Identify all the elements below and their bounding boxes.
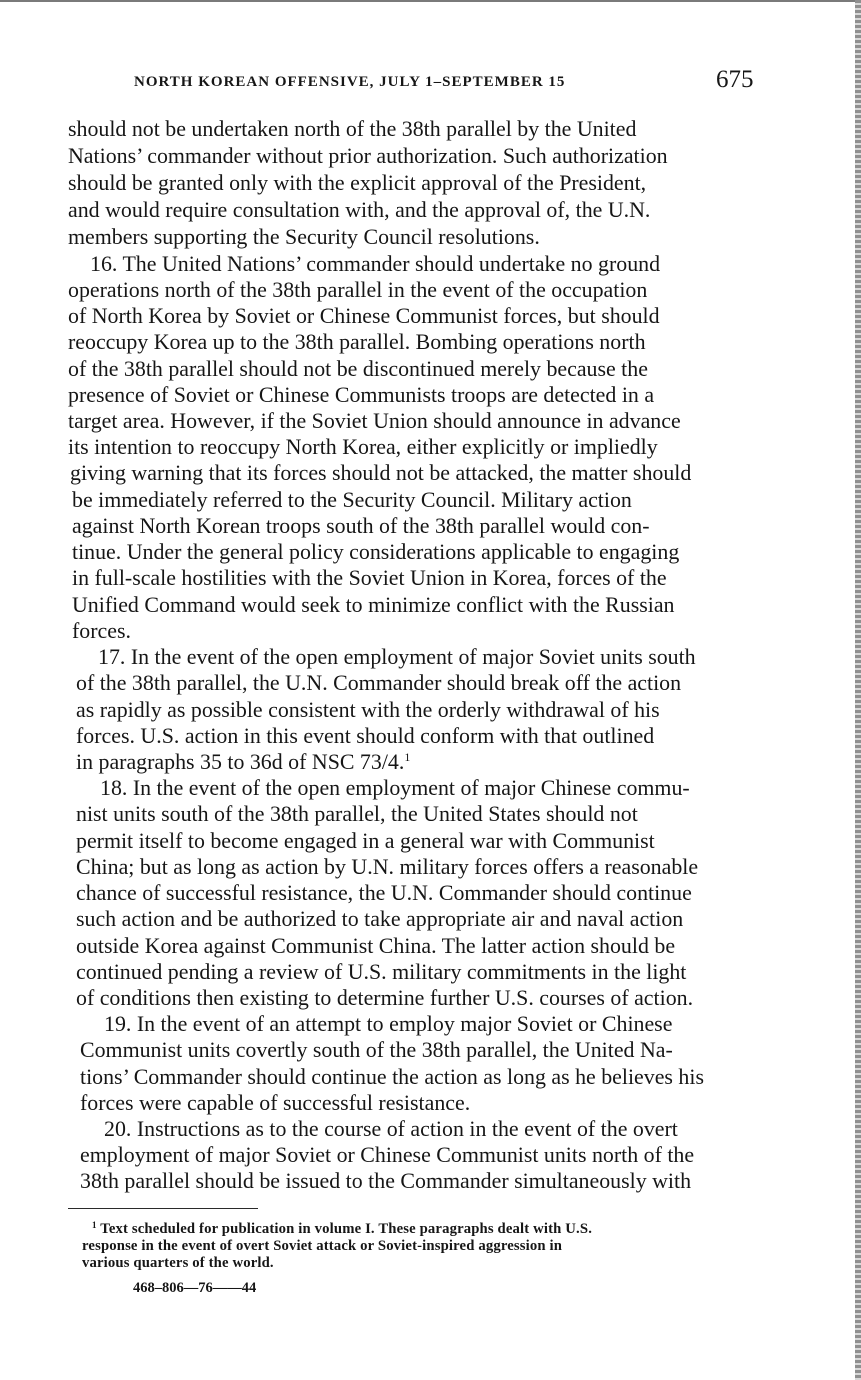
text-line: of North Korea by Soviet or Chinese Communist forces, but should: [68, 303, 660, 328]
text-line: forces were capable of successful resistance.: [80, 1090, 471, 1115]
text-line: in full-scale hostilities with the Soviet Union in Korea, forces of the: [72, 565, 667, 590]
text-line: China; but as long as action by U.N. military forces offers a reasonable: [76, 854, 699, 879]
footnote-rule: [68, 1208, 258, 1209]
text-line: forces.: [72, 618, 131, 643]
footnote-reference: 1: [404, 750, 411, 764]
scan-edge-shadow: [855, 0, 861, 1380]
text-line: 19. In the event of an attempt to employ major Soviet or Chinese: [104, 1011, 673, 1036]
text-line: 17. In the event of the open employment of major Soviet units south: [98, 644, 696, 669]
text-line: 38th parallel should be issued to the Commander simultaneously with: [80, 1168, 692, 1193]
text-line: of the 38th parallel, the U.N. Commander should break off the action: [76, 670, 682, 695]
text-line: nist units south of the 38th parallel, the United States should not: [76, 801, 638, 826]
text-line: giving warning that its forces should not be attacked, the matter should: [70, 460, 692, 485]
text-line: 18. In the event of the open employment of major Chinese commu-: [100, 775, 690, 800]
text-line: such action and be authorized to take appropriate air and naval action: [76, 906, 684, 931]
page-number: 675: [716, 66, 754, 93]
running-head: [134, 66, 760, 98]
text-line: continued pending a review of U.S. military commitments in the light: [76, 959, 687, 984]
text-line: Unified Command would seek to minimize conflict with the Russian: [72, 592, 675, 617]
print-code: 468–806—76——44: [133, 1280, 257, 1296]
text-line: as rapidly as possible consistent with the orderly withdrawal of his: [76, 697, 660, 722]
text-line: employment of major Soviet or Chinese Communist units north of the: [80, 1142, 695, 1167]
text-line: 16. The United Nations’ commander should undertake no ground: [90, 251, 661, 276]
footnote-line: response in the event of overt Soviet attack or Soviet-inspired aggression in: [82, 1238, 563, 1254]
text-line: be immediately referred to the Security Council. Military action: [72, 487, 632, 512]
text-line: should be granted only with the explicit approval of the President,: [68, 170, 647, 195]
text-line: of conditions then existing to determine further U.S. courses of action.: [76, 985, 694, 1010]
running-title: NORTH KOREAN OFFENSIVE, JULY 1–SEPTEMBER 15: [134, 74, 566, 90]
text-line: forces. U.S. action in this event should conform with that outlined: [76, 723, 655, 748]
text-line: operations north of the 38th parallel in the event of the occupation: [68, 277, 648, 302]
text-line: in paragraphs 35 to 36d of NSC 73/4.$^1$: [76, 749, 411, 774]
text-line: members supporting the Security Council resolutions.: [68, 224, 540, 249]
text-line: Nations’ commander without prior authorization. Such authorization: [68, 143, 668, 168]
text-line: and would require consultation with, and the approval of, the U.N.: [68, 197, 651, 222]
text-line: Communist units covertly south of the 38th parallel, the United Na-: [80, 1037, 673, 1062]
text-line: target area. However, if the Soviet Union should announce in advance: [68, 408, 681, 433]
text-line: tinue. Under the general policy considerations applicable to engaging: [72, 539, 680, 564]
text-line: outside Korea against Communist China. The latter action should be: [76, 933, 676, 958]
text-line: of the 38th parallel should not be discontinued merely because the: [68, 356, 648, 381]
footnote-marker: 1: [92, 1220, 97, 1230]
text-line: reoccupy Korea up to the 38th parallel. Bombing operations north: [68, 329, 646, 354]
text-line: chance of successful resistance, the U.N. Commander should continue: [76, 880, 692, 905]
text-line: permit itself to become engaged in a general war with Communist: [76, 828, 655, 853]
footnote-line: $^1$ Text scheduled for publication in volume I. These paragraphs dealt with U.S.: [92, 1220, 593, 1237]
text-line: 20. Instructions as to the course of action in the event of the overt: [104, 1116, 678, 1141]
footnote-line: various quarters of the world.: [82, 1255, 274, 1271]
text-line: presence of Soviet or Chinese Communists troops are detected in a: [68, 382, 655, 407]
text-line: tions’ Commander should continue the action as long as he believes his: [80, 1064, 704, 1089]
page-top-border: [0, 0, 861, 2]
text-line: its intention to reoccupy North Korea, either explicitly or impliedly: [68, 434, 658, 459]
text-line: against North Korean troops south of the 38th parallel would con-: [72, 513, 650, 538]
text-line: should not be undertaken north of the 38th parallel by the United: [68, 116, 637, 141]
